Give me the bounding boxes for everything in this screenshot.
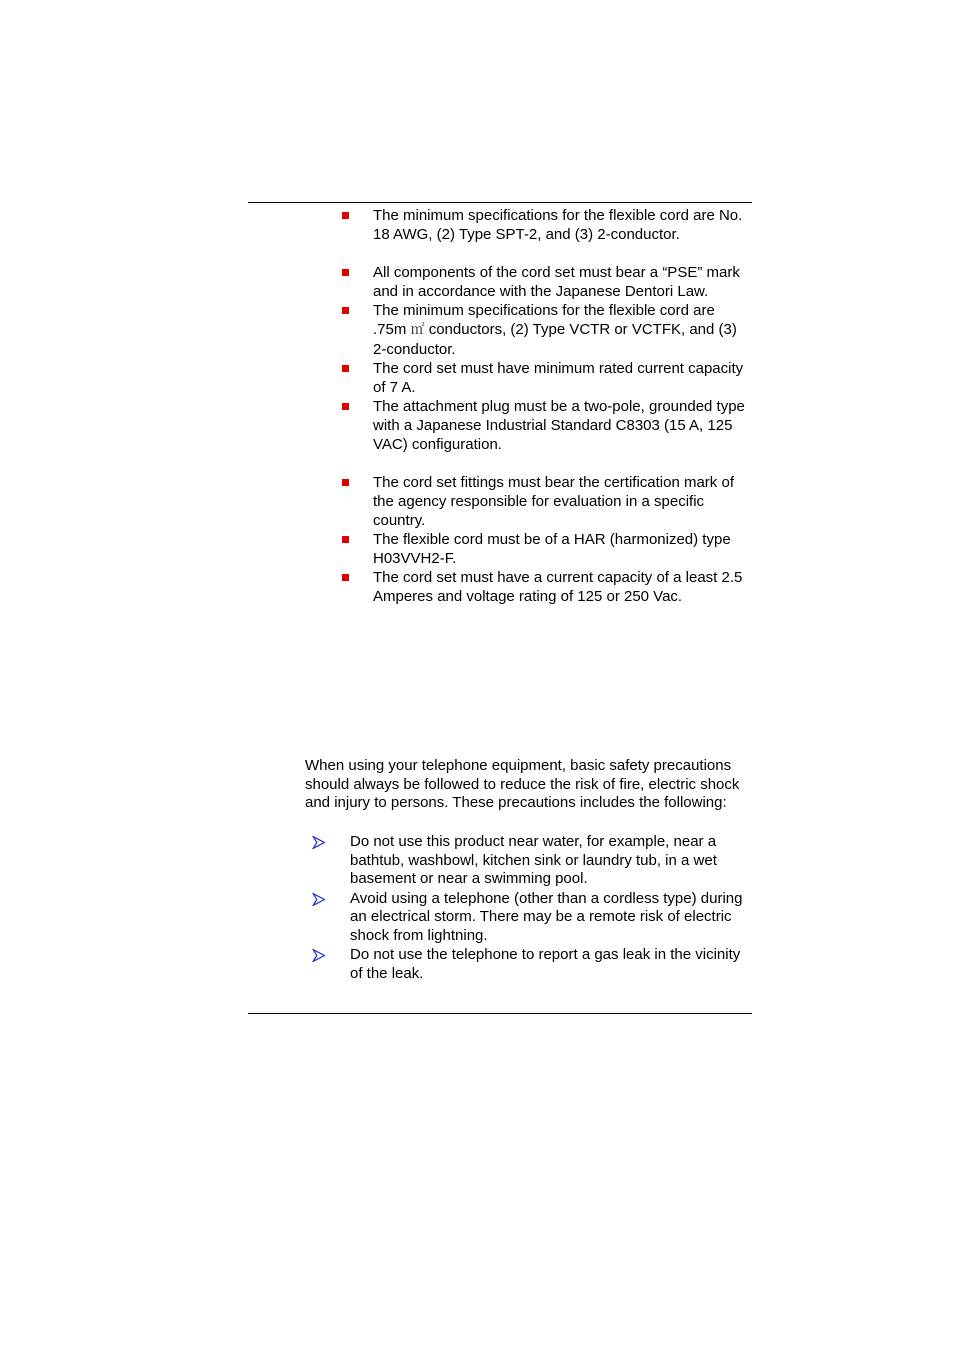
- list-item: [312, 946, 752, 983]
- list-item-text: The attachment plug must be a two-pole, grounded type with a Japanese Industrial Standard C8303 (15 A, 125 VAC) configuration.: [373, 398, 745, 453]
- square-bullet-icon: [342, 403, 349, 410]
- list-item: [340, 568, 752, 606]
- list-item: [340, 397, 752, 454]
- list-item: [340, 359, 752, 397]
- arrow-bullet-icon: [312, 949, 325, 962]
- list-item: [340, 301, 752, 359]
- list-item-text: The minimum specifications for the flexible cord are No. 18 AWG, (2) Type SPT-2, and (3) 2-conductor.: [373, 207, 743, 243]
- footer-rule: [248, 1013, 752, 1014]
- square-bullet-icon: [342, 212, 349, 219]
- list-item-text: The cord set must have a current capacity of a least 2.5 Amperes and voltage rating of 125 or 250 Vac.: [373, 569, 743, 605]
- list-item: [340, 530, 752, 568]
- telephone-safety-list: [312, 833, 752, 984]
- list-item: [312, 890, 752, 946]
- arrow-bullet-icon: [312, 836, 325, 849]
- list-item: [340, 473, 752, 530]
- list-item-text: The cord set fittings must bear the certification mark of the agency responsible for evaluation in a specific country.: [373, 474, 734, 529]
- square-bullet-icon: [342, 307, 349, 314]
- list-item-text: Avoid using a telephone (other than a cordless type) during an electrical storm. There may be a remote risk of electric shock from lightning.: [350, 889, 743, 944]
- list-item-text: The flexible cord must be of a HAR (harmonized) type H03VVH2-F.: [373, 531, 731, 567]
- list-item-text: Do not use this product near water, for example, near a bathtub, washbowl, kitchen sink or laundry tub, in a wet basement or near a swimming pool.: [350, 833, 717, 887]
- header-rule: [248, 202, 752, 203]
- list-item: [340, 206, 752, 244]
- square-meter-unit: ㎡: [410, 322, 425, 338]
- arrow-bullet-icon: [312, 893, 325, 906]
- list-item-text: The cord set must have minimum rated current capacity of 7 A.: [373, 360, 744, 396]
- list-item: [312, 833, 752, 889]
- list-item: [340, 263, 752, 301]
- square-bullet-icon: [342, 574, 349, 581]
- telephone-safety-intro: When using your telephone equipment, basic safety precautions should always be followed to reduce the risk of fire, electric shock and injury to persons. These precautions includes the following:: [305, 757, 740, 811]
- square-bullet-icon: [342, 269, 349, 276]
- list-item-text: Do not use the telephone to report a gas leak in the vicinity of the leak.: [350, 946, 741, 982]
- square-bullet-icon: [342, 479, 349, 486]
- power-cord-requirements-list: [340, 206, 752, 606]
- list-item-text-after-unit: conductors, (2) Type VCTR or VCTFK, and (3) 2-conductor.: [373, 321, 737, 358]
- square-bullet-icon: [342, 365, 349, 372]
- list-item-text-before-unit: The minimum specifications for the flexible cord are .75m: [373, 302, 715, 338]
- list-item-text: All components of the cord set must bear a “PSE” mark and in accordance with the Japanese Dentori Law.: [373, 264, 740, 300]
- square-bullet-icon: [342, 536, 349, 543]
